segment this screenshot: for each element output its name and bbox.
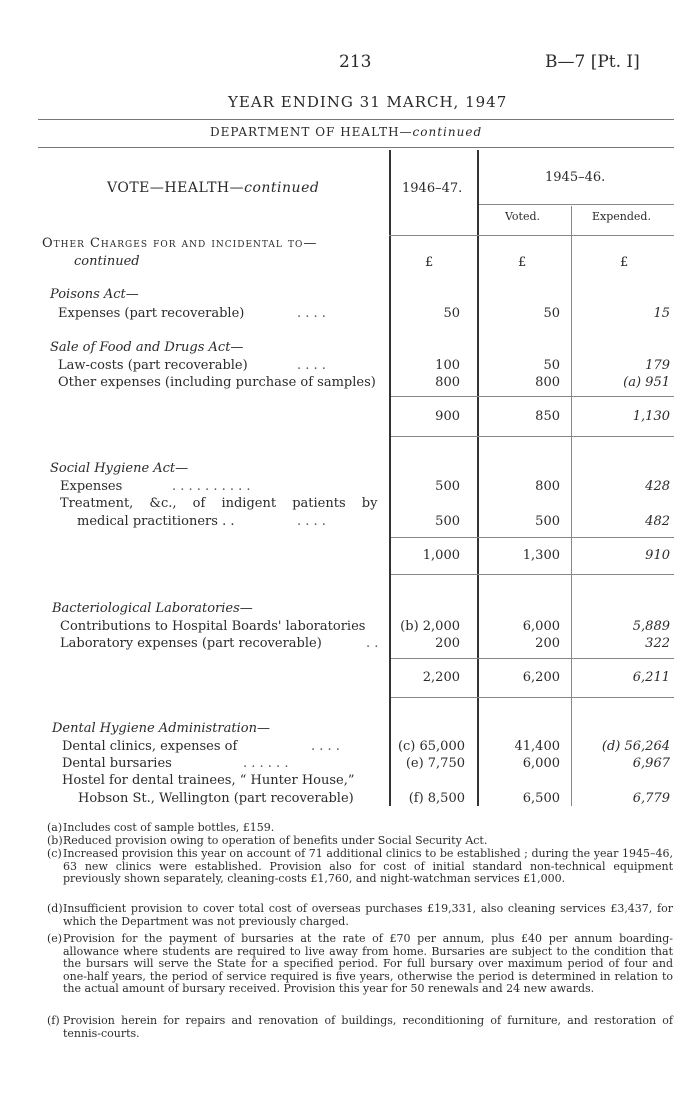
total-expended: 910 (645, 548, 670, 563)
vote-heading (107, 180, 319, 196)
footnote-label: (c) (47, 847, 62, 860)
value-expended: 6,967 (632, 756, 670, 771)
total-1946: 1,000 (422, 548, 460, 563)
leader-dots: . . . . . . (243, 756, 289, 771)
department-name: DEPARTMENT OF HEALTH— (210, 125, 413, 139)
leader-dots: . . . . (297, 306, 326, 321)
group-title: Dental Hygiene Administration— (52, 721, 270, 736)
group-title: Bacteriological Laboratories— (52, 601, 253, 616)
value-1946: (c) 65,000 (397, 739, 465, 754)
row-label: Contributions to Hospital Boards' laboratories (60, 619, 366, 634)
total-rule (391, 436, 674, 437)
footnote (47, 835, 673, 848)
total-rule (391, 574, 674, 575)
subtotal-rule (391, 658, 674, 659)
section-heading-continued: continued (74, 254, 140, 269)
vote-heading-continued: continued (244, 180, 320, 196)
column-header-1945: 1945–46. (545, 170, 606, 185)
value-1946: (f) 8,500 (408, 791, 465, 806)
row-label: Expenses (part recoverable) (58, 306, 245, 321)
section-heading: Other Charges for and incidental to— (42, 236, 318, 251)
value-voted: 500 (535, 514, 560, 529)
value-expended: 428 (645, 479, 670, 494)
footnote-text: Includes cost of sample bottles, £159. (63, 821, 275, 834)
footnote-label: (e) (47, 932, 63, 945)
group-title: Social Hygiene Act— (50, 461, 189, 476)
row-label: Dental bursaries (62, 756, 172, 771)
value-1946: 200 (435, 636, 460, 651)
value-1946: 500 (435, 514, 460, 529)
footnote-text: Insufficient provision to cover total cost of overseas purchases £19,331, also cleaning services £3,437, for which the Department was not previously charged. (63, 902, 673, 928)
value-voted: 6,000 (522, 756, 560, 771)
footnote-label: (d) (47, 902, 63, 915)
row-label: Law-costs (part recoverable) (58, 358, 248, 373)
subtotal-rule (391, 396, 674, 397)
column-header-expended: Expended. (592, 210, 651, 223)
value-expended: 322 (645, 636, 670, 651)
subtotal-rule (391, 537, 674, 538)
total-expended: 6,211 (632, 670, 670, 685)
row-label: Hostel for dental trainees, “ Hunter House,” (62, 773, 355, 788)
value-1946: 100 (435, 358, 460, 373)
footnote-label: (a) (47, 821, 63, 834)
total-voted: 850 (535, 409, 560, 424)
row-label: Other expenses (including purchase of samples) (58, 375, 376, 390)
column-rule-left (389, 150, 391, 806)
value-voted: 6,000 (522, 619, 560, 634)
value-expended: 5,889 (632, 619, 670, 634)
leader-dots: . . . . (311, 739, 340, 754)
footnote-text: Increased provision this year on account of 71 additional clinics to be established ; during the year 1945–46, 63 new clinics were established. Provision also for cost of initial standard non-technical equipment previously shown separately, cleaning-costs £1,760, and night-watchman services £1,000. (63, 847, 673, 886)
footnote-label: (f) (47, 1014, 60, 1027)
footnote (47, 903, 673, 928)
value-expended: 179 (645, 358, 670, 373)
value-1946: (b) 2,000 (400, 619, 460, 634)
leader-dots: . . (366, 636, 379, 651)
footnote-text: Provision for the payment of bursaries at the rate of £70 per annum, plus £40 per annum boarding-allowance where students are required to live away from home. Bursaries are subject to the condition that the bursars will serve the State for a specified period. For full bursary over maximum period of four and one-half years, the period of service required is five years, otherwise the period is determined in relation to the actual amount of bursary received. Provision this year for 50 renewals and 24 new awards. (63, 932, 673, 996)
value-expended: 6,779 (632, 791, 670, 806)
department-heading (210, 125, 482, 139)
row-label: Hobson St., Wellington (part recoverable) (78, 791, 354, 806)
leader-dots: . . . . (297, 514, 326, 529)
value-voted: 800 (535, 479, 560, 494)
group-title: Poisons Act— (50, 287, 139, 302)
footnote (47, 1015, 673, 1040)
footnote-text: Provision herein for repairs and renovation of buildings, reconditioning of furniture, and restoration of tennis-courts. (63, 1014, 673, 1040)
footnote (47, 822, 673, 835)
row-label: Dental clinics, expenses of (62, 739, 238, 754)
row-label: Laboratory expenses (part recoverable) (60, 636, 322, 651)
footnote (47, 848, 673, 886)
total-voted: 1,300 (522, 548, 560, 563)
column-header-voted: Voted. (505, 210, 541, 223)
value-1946: 800 (435, 375, 460, 390)
column-header-1946: 1946–47. (402, 181, 463, 196)
row-label: Expenses (60, 479, 123, 494)
value-voted: 50 (543, 358, 560, 373)
footnote-text: Reduced provision owing to operation of benefits under Social Security Act. (63, 834, 488, 847)
leader-dots: . . . . . . . . . . (172, 479, 251, 494)
value-expended: 482 (645, 514, 670, 529)
value-expended: (a) 951 (623, 375, 670, 390)
currency-voted: £ (518, 255, 527, 270)
row-label: medical practitioners . . (77, 514, 235, 529)
value-voted: 41,400 (514, 739, 560, 754)
rule-under-title (38, 119, 674, 120)
value-voted: 6,500 (522, 791, 560, 806)
rule-1945-span (479, 204, 674, 205)
page-number: 213 (339, 52, 372, 72)
group-title: Sale of Food and Drugs Act— (50, 340, 244, 355)
column-rule-middle (477, 150, 479, 806)
value-voted: 50 (543, 306, 560, 321)
total-rule (391, 697, 674, 698)
rule-under-column-headers (389, 235, 674, 236)
value-expended: 15 (653, 306, 670, 321)
value-1946: 50 (443, 306, 460, 321)
footnote (47, 933, 673, 996)
row-label: Treatment, &c., of indigent patients by (60, 496, 378, 511)
page-title: YEAR ENDING 31 MARCH, 1947 (228, 93, 508, 111)
currency-expended: £ (620, 255, 629, 270)
column-rule-voted-expended (571, 206, 572, 806)
footnote-label: (b) (47, 834, 63, 847)
total-expended: 1,130 (632, 409, 670, 424)
leader-dots: . . . . (297, 358, 326, 373)
value-1946: 500 (435, 479, 460, 494)
currency-1946: £ (425, 255, 434, 270)
value-voted: 800 (535, 375, 560, 390)
total-1946: 900 (435, 409, 460, 424)
department-continued: continued (412, 125, 483, 139)
total-voted: 6,200 (522, 670, 560, 685)
vote-heading-main: VOTE—HEALTH— (107, 180, 245, 196)
value-voted: 200 (535, 636, 560, 651)
value-1946: (e) 7,750 (405, 756, 465, 771)
page-reference: B—7 [Pt. I] (545, 52, 640, 72)
total-1946: 2,200 (422, 670, 460, 685)
value-expended: (d) 56,264 (601, 739, 670, 754)
rule-under-department (38, 147, 674, 148)
